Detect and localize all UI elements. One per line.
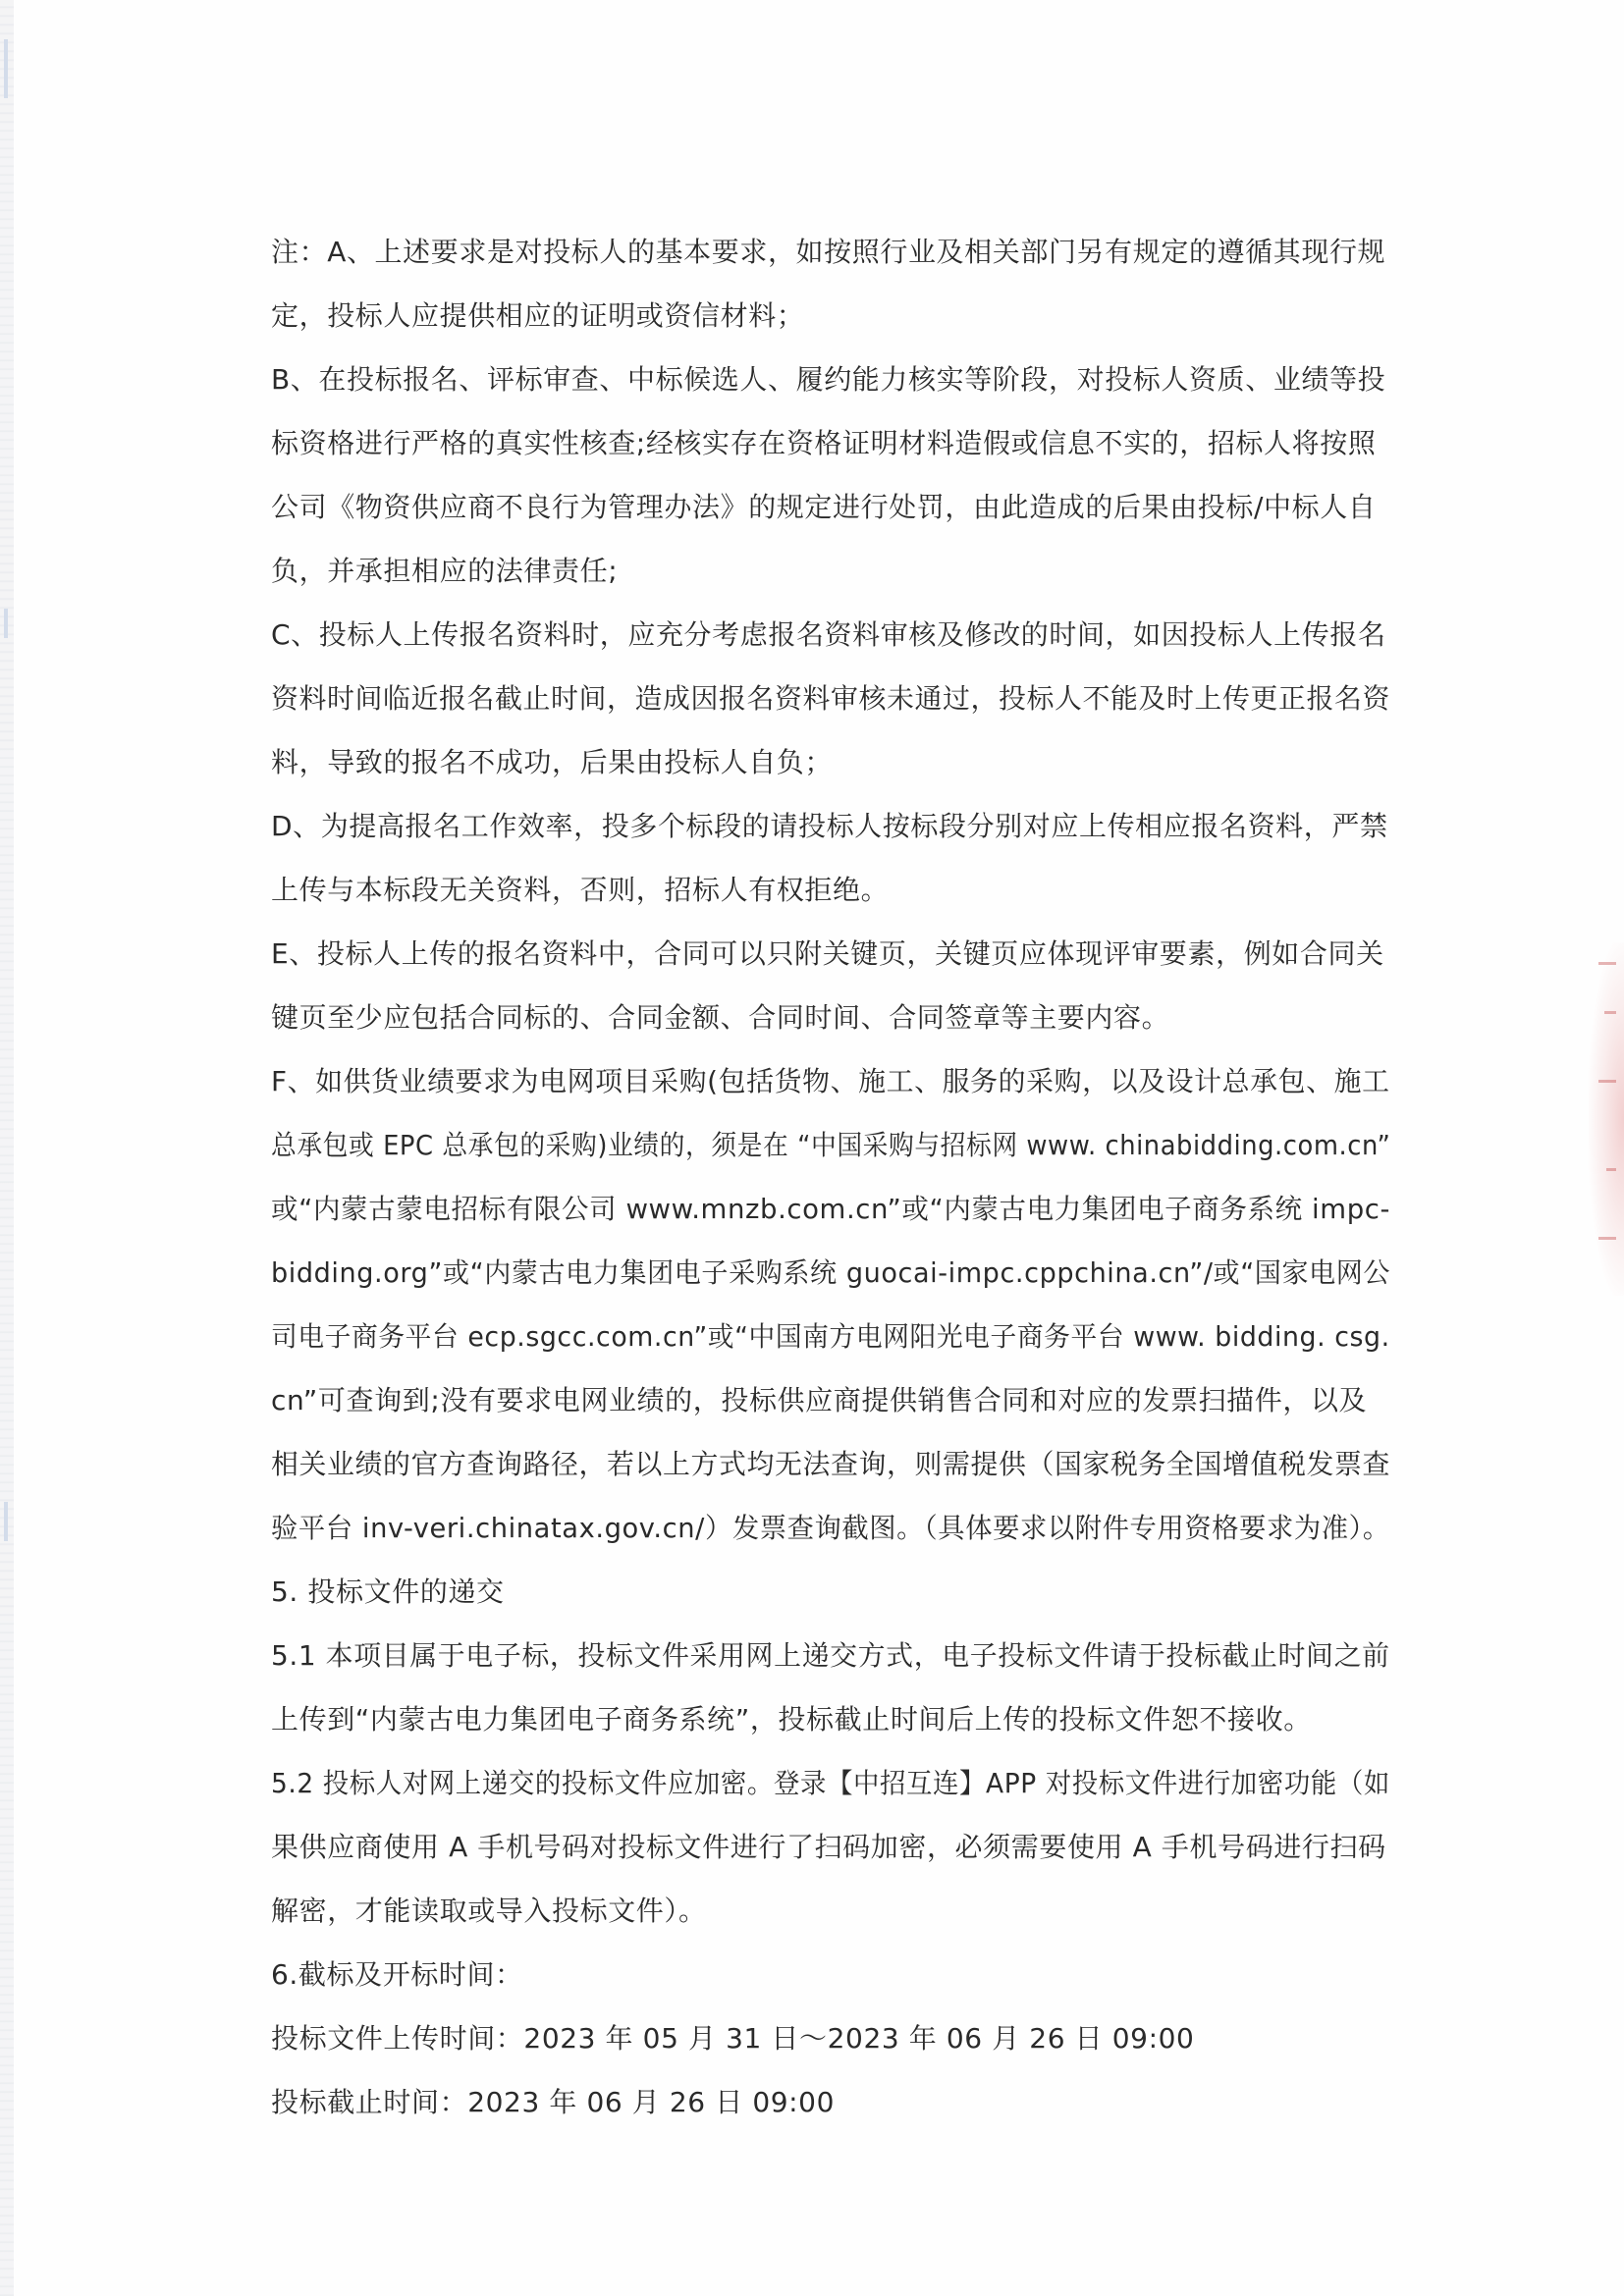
text-line: 定，投标人应提供相应的证明或资信材料； — [271, 299, 805, 332]
text-line: 上传与本标段无关资料，否则，招标人有权拒绝。 — [271, 874, 890, 906]
stamp-stroke — [1598, 1237, 1616, 1240]
text-line: 解密，才能读取或导入投标文件）。 — [271, 1895, 707, 1927]
stamp-stroke — [1606, 1168, 1616, 1171]
text-line: B、在投标报名、评标审查、中标候选人、履约能力核实等阶段，对投标人资质、业绩等投 — [271, 363, 1386, 396]
text-line: cn”可查询到;没有要求电网业绩的，投标供应商提供销售合同和对应的发票扫描件，以及 — [271, 1384, 1368, 1416]
text-line: 公司《物资供应商不良行为管理办法》的规定进行处罚，由此造成的后果由投标/中标人自 — [271, 491, 1377, 523]
text-line: 总承包或 EPC 总承包的采购)业绩的，须是在 “中国采购与招标网 www. chinabidding.com.cn” — [271, 1129, 1391, 1161]
section-heading: 6.截标及开标时间： — [271, 1958, 523, 1991]
text-line: 相关业绩的官方查询路径，若以上方式均无法查询，则需提供（国家税务全国增值税发票查 — [271, 1448, 1391, 1480]
text-line: D、为提高报名工作效率，投多个标段的请投标人按标段分别对应上传相应报名资料，严禁 — [271, 810, 1388, 842]
text-line: 负，并承担相应的法律责任; — [271, 555, 619, 587]
text-line: F、如供货业绩要求为电网项目采购(包括货物、施工、服务的采购，以及设计总承包、施工 — [271, 1065, 1390, 1097]
text-line: 5.1 本项目属于电子标，投标文件采用网上递交方式，电子投标文件请于投标截止时间之前 — [271, 1639, 1390, 1672]
scan-edge-mark — [4, 1502, 8, 1541]
scan-edge-mark — [4, 39, 8, 98]
text-line: 司电子商务平台 ecp.sgcc.com.cn”或“中国南方电网阳光电子商务平台 www. bidding. csg. — [271, 1320, 1390, 1353]
text-line: E、投标人上传的报名资料中，合同可以只附关键页，关键页应体现评审要素，例如合同关 — [271, 937, 1384, 970]
text-line: 上传到“内蒙古电力集团电子商务系统”，投标截止时间后上传的投标文件恕不接收。 — [271, 1703, 1312, 1735]
stamp-stroke — [1604, 1011, 1616, 1014]
red-seal-stamp-fragment — [1589, 942, 1624, 1296]
text-line: 验平台 inv-veri.chinatax.gov.cn/）发票查询截图。（具体要求以附件专用资格要求为准）。 — [271, 1512, 1390, 1544]
text-line: 资料时间临近报名截止时间，造成因报名资料审核未通过，投标人不能及时上传更正报名资 — [271, 682, 1391, 715]
upload-time-line: 投标文件上传时间：2023 年 05 月 31 日～2023 年 06 月 26 日 09:00 — [271, 2022, 1195, 2055]
text-line: 果供应商使用 A 手机号码对投标文件进行了扫码加密，必须需要使用 A 手机号码进行扫码 — [271, 1831, 1386, 1863]
scan-left-edge — [0, 0, 14, 2296]
text-line: bidding.org”或“内蒙古电力集团电子采购系统 guocai-impc.cppchina.cn”/或“国家电网公 — [271, 1256, 1391, 1289]
text-line: 或“内蒙古蒙电招标有限公司 www.mnzb.com.cn”或“内蒙古电力集团电子商务系统 impc- — [271, 1193, 1390, 1225]
deadline-line: 投标截止时间：2023 年 06 月 26 日 09:00 — [271, 2086, 836, 2118]
document-body — [271, 220, 1390, 2134]
stamp-stroke — [1598, 1080, 1616, 1083]
text-line: 标资格进行严格的真实性核查;经核实存在资格证明材料造假或信息不实的，招标人将按照 — [271, 427, 1377, 459]
text-line: 注：A、上述要求是对投标人的基本要求，如按照行业及相关部门另有规定的遵循其现行规 — [271, 236, 1386, 268]
scan-edge-mark — [4, 609, 8, 638]
text-line: 料，导致的报名不成功，后果由投标人自负； — [271, 746, 834, 778]
section-heading: 5. 投标文件的递交 — [271, 1575, 505, 1608]
text-line: 键页至少应包括合同标的、合同金额、合同时间、合同签章等主要内容。 — [271, 1001, 1170, 1034]
text-line: 5.2 投标人对网上递交的投标文件应加密。登录【中招互连】APP 对投标文件进行加密功能（如 — [271, 1767, 1390, 1799]
text-line: C、投标人上传报名资料时，应充分考虑报名资料审核及修改的时间，如因投标人上传报名 — [271, 618, 1386, 651]
stamp-stroke — [1598, 962, 1616, 965]
